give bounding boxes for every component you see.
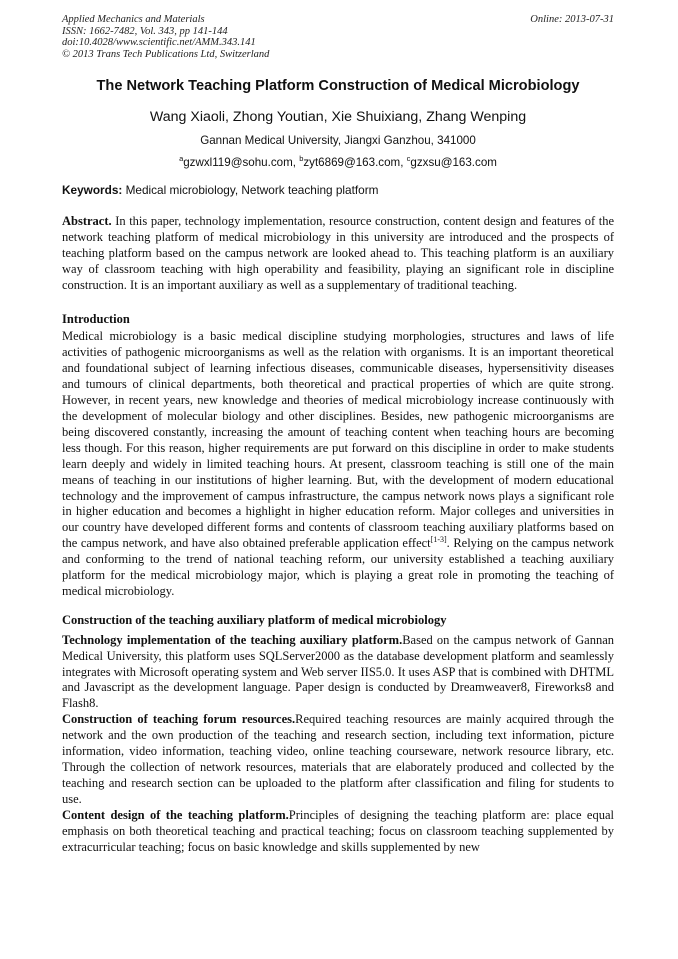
introduction-text: Medical microbiology is a basic medical discipline studying morphologies, structures and laws of life activities of pathogenic microorganisms as well as the relation with organisms. It is an important theoretical and foundational subject of learning infectious diseases, communicable diseases, hypersensitivity diseases and tumours of clinical departments, both theoretical and practical properties of which are quite strong. However, in recent years, new knowledge and theories of medical microbiology increase continuously with the development of molecular biology and other disciplines. Besides, new pathogenic microorganisms are being discovered constantly, increasing the amount of teaching content when teaching hours are becoming less though. For this reason, higher requirements are put forward on this discipline in order to make students learn deeply and widely in limited teaching hours. At present, classroom teaching is still one of the main means of teaching in our institutions of higher learning. But, with the development of modern educational technology and the improvement of campus infrastructure, the campus network nows plays a significant role in higher education and becomes a highlight in higher education reform. Major colleges and universities in our country have developed different forms and contents of classroom teaching auxiliary platforms based on the campus network, and have also obtained preferable application effect xyxy=(62,329,614,551)
journal-header xyxy=(62,14,614,60)
abstract-text: In this paper, technology implementation, resource construction, content design and features of the network teaching platform of medical microbiology in this university are introduced and the prospects of teaching platform based on the campus network are looked ahead to. This teaching platform is an auxiliary way of classroom teaching with high operability and feasibility, playing an significant role in discipline construction. It is an important auxiliary as well as a supplementary of traditional teaching. xyxy=(62,214,614,292)
paper-affiliation: Gannan Medical University, Jiangxi Ganzhou, 341000 xyxy=(200,134,476,147)
keywords-text: Medical microbiology, Network teaching platform xyxy=(122,183,379,197)
content-design-text: Principles of designing the teaching platform are: place equal emphasis on both theoretical teaching and practical teaching; focus on classroom teaching supplemented by extracurricular teaching; focus on basic knowledge and skills supplemented by new xyxy=(62,807,614,854)
paper-title: The Network Teaching Platform Construction of Medical Microbiology xyxy=(96,78,580,94)
email-c: gzxsu@163.com xyxy=(410,156,497,169)
resources-paragraph xyxy=(62,712,614,807)
doi-line: doi:10.4028/www.scientific.net/AMM.343.141 xyxy=(62,37,256,48)
resources-subheading: Construction of teaching forum resources. xyxy=(62,712,296,727)
introduction-heading: Introduction xyxy=(62,311,130,326)
introduction-paragraph xyxy=(62,329,614,599)
content-design-subheading: Content design of the teaching platform. xyxy=(62,807,289,822)
paper-page xyxy=(62,14,614,855)
email-a: gzwxl119@sohu.com, xyxy=(183,156,300,169)
keywords xyxy=(62,183,614,197)
technology-paragraph xyxy=(62,633,614,713)
email-marker-c: c xyxy=(406,154,411,163)
email-marker-a: a xyxy=(179,154,184,163)
keywords-label: Keywords: xyxy=(62,183,123,197)
copyright-line: © 2013 Trans Tech Publications Ltd, Switzerland xyxy=(62,48,270,60)
technology-subheading: Technology implementation of the teaching auxiliary platform. xyxy=(62,632,403,647)
abstract-paragraph xyxy=(62,214,614,294)
paper-authors: Wang Xiaoli, Zhong Youtian, Xie Shuixiang, Zhang Wenping xyxy=(149,109,527,125)
journal-name: Applied Mechanics and Materials xyxy=(62,14,205,25)
issn-line: ISSN: 1662-7482, Vol. 343, pp 141-144 xyxy=(62,25,228,37)
introduction-text-end: . Relying on the campus network and conforming to the trend of national teaching reform, our university established a teaching auxiliary platform for the medical microbiology major, which is playing a great role in promoting the teaching of medical microbiology. xyxy=(62,536,614,598)
author-emails xyxy=(62,156,614,170)
construction-heading: Construction of the teaching auxiliary platform of medical microbiology xyxy=(62,612,447,627)
email-marker-b: b xyxy=(299,154,304,163)
technology-text: Based on the campus network of Gannan Medical University, this platform uses SQLServer2000 as the database development platform and seamlessly integrates with Microsoft operating system and Web server IIS5.0. It uses ASP that is combined with DHTML and Javascript as the development language. Paper design is conducted by Dreamweaver8, Fireworks8 and Flash8. xyxy=(62,632,614,711)
resources-text: Required teaching resources are mainly acquired through the network and the own production of the teaching and research section, including text information, picture information, video information, teaching video, online teaching courseware, network resource library, etc. Through the collection of network resources, materials that are elaborately produced and collected by the teaching and research section can be uploaded to the platform after classification and filing for students to use. xyxy=(62,712,614,806)
email-b: zyt6869@163.com, xyxy=(303,156,407,169)
abstract-label: Abstract. xyxy=(62,214,112,228)
content-design-paragraph xyxy=(62,808,614,856)
online-date: Online: 2013-07-31 xyxy=(530,14,614,25)
citation-ref: [1-3] xyxy=(430,535,447,545)
